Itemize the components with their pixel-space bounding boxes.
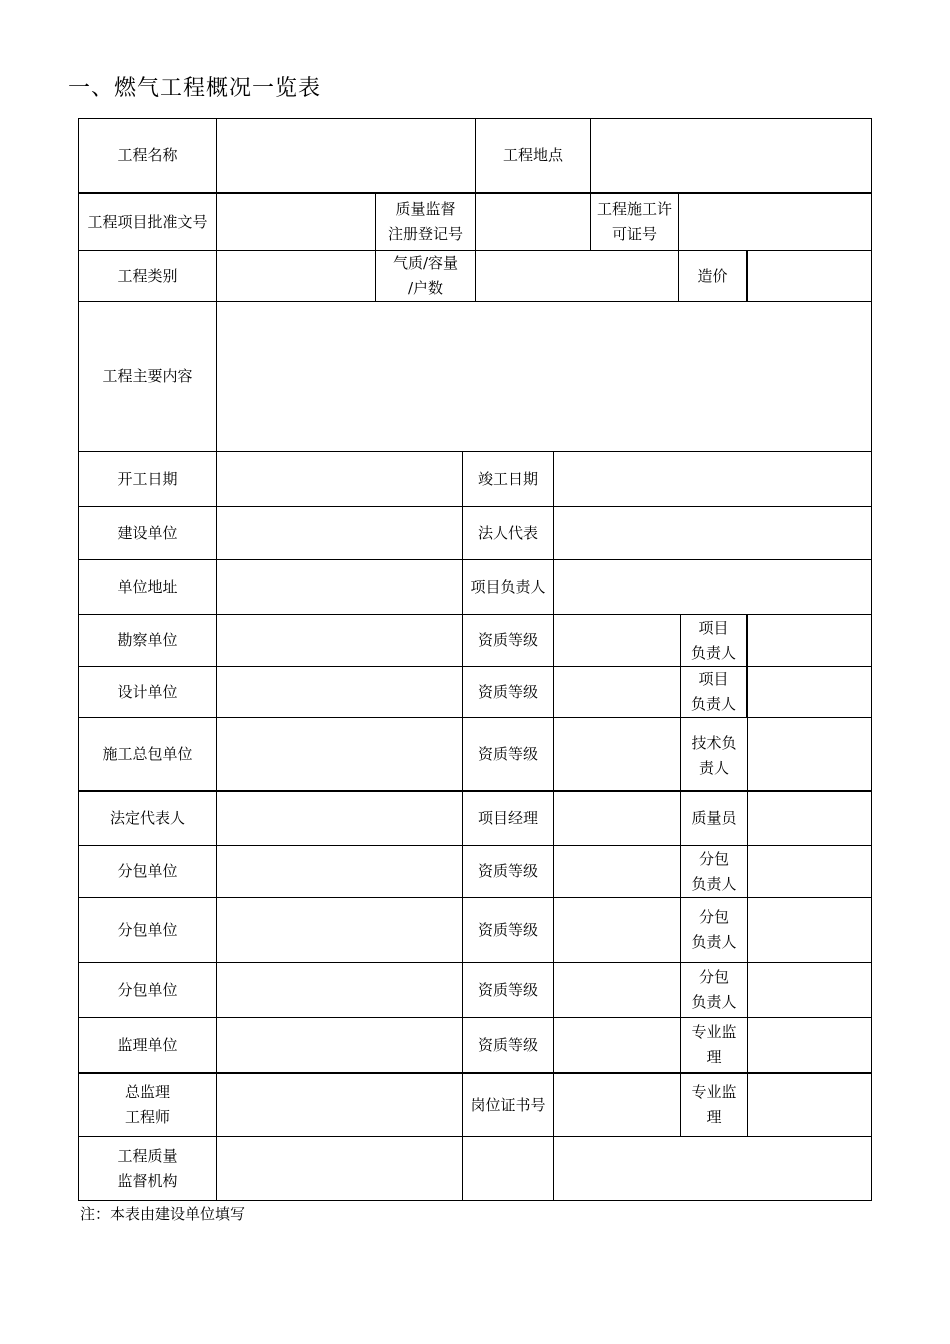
sub-grade-field[interactable] [554, 963, 680, 1017]
construction-permit-field[interactable] [679, 194, 871, 250]
contractor-grade-field[interactable] [554, 718, 680, 790]
subcontractor-field[interactable] [217, 898, 462, 962]
label-quality-inspector: 质量员 [691, 809, 737, 827]
label-project-category: 工程类别 [117, 266, 178, 285]
sub-leader-field[interactable] [748, 963, 871, 1017]
legal-representative-field[interactable] [554, 507, 871, 559]
label-quality-supervision-reg: 质量监督 注册登记号 [387, 200, 463, 243]
label-legal-representative: 法人代表 [477, 523, 538, 542]
label-supervision-unit: 监理单位 [117, 1035, 178, 1054]
sub-grade-field[interactable] [554, 846, 680, 897]
legal-rep-field[interactable] [217, 792, 462, 845]
page-title: 一、燃气工程概况一览表 [68, 76, 322, 101]
label-project-leader: 项目负责人 [470, 577, 546, 596]
label-completion-date: 竣工日期 [477, 469, 538, 488]
label-survey-unit: 勘察单位 [117, 631, 178, 649]
label-sub-leader: 分包 负责人 [691, 849, 737, 893]
table-border-right [871, 118, 872, 1201]
footnote: 注：本表由建设单位填写 [80, 1205, 246, 1223]
project-category-field[interactable] [217, 251, 375, 301]
design-unit-field[interactable] [217, 667, 462, 717]
label-construction-permit: 工程施工许 可证号 [596, 200, 672, 243]
design-leader-field[interactable] [748, 667, 871, 717]
label-unit-address: 单位地址 [117, 577, 178, 596]
supervision-grade-field[interactable] [554, 1018, 680, 1072]
technical-leader-field[interactable] [748, 718, 871, 790]
label-design-project-leader: 项目 负责人 [690, 670, 736, 713]
label-start-date: 开工日期 [117, 469, 178, 488]
label-chief-supervisor: 总监理 工程师 [124, 1083, 170, 1126]
label-qualification-grade: 资质等级 [477, 920, 538, 939]
subcontractor-field[interactable] [217, 963, 462, 1017]
label-qualification-grade: 资质等级 [477, 631, 538, 649]
sub-leader-field[interactable] [748, 898, 871, 962]
quality-inspector-field[interactable] [748, 792, 871, 845]
specialty-supervisor-field[interactable] [748, 1074, 871, 1136]
label-sub-leader: 分包 负责人 [691, 908, 737, 951]
label-general-contractor: 施工总包单位 [102, 744, 193, 763]
label-cost: 造价 [697, 266, 728, 285]
developer-field[interactable] [217, 507, 462, 559]
label-design-unit: 设计单位 [117, 682, 178, 701]
project-leader-field[interactable] [554, 560, 871, 614]
supervision-unit-field[interactable] [217, 1018, 462, 1072]
specialty-supervisor-field[interactable] [748, 1018, 871, 1072]
label-project-location: 工程地点 [502, 146, 563, 164]
label-qualification-grade: 资质等级 [477, 682, 538, 701]
label-main-content: 工程主要内容 [102, 367, 193, 385]
label-approval-no: 工程项目批准文号 [87, 212, 208, 231]
chief-supervisor-field[interactable] [217, 1074, 462, 1136]
quality-supervision-reg-field[interactable] [476, 194, 590, 250]
label-survey-project-leader: 项目 负责人 [690, 618, 736, 662]
label-legal-rep: 法定代表人 [109, 809, 185, 827]
label-post-certificate-no: 岗位证书号 [470, 1096, 546, 1114]
label-qualification-grade: 资质等级 [477, 980, 538, 999]
label-project-name: 工程名称 [117, 146, 178, 164]
label-project-manager: 项目经理 [477, 809, 538, 827]
survey-grade-field[interactable] [554, 615, 680, 666]
sub-grade-field[interactable] [554, 898, 680, 962]
label-developer: 建设单位 [117, 523, 178, 542]
label-qualification-grade: 资质等级 [477, 862, 538, 880]
project-name-field[interactable] [217, 119, 475, 192]
label-subcontractor: 分包单位 [117, 862, 178, 880]
project-location-field[interactable] [591, 119, 871, 192]
general-contractor-field[interactable] [217, 718, 462, 790]
project-manager-field[interactable] [554, 792, 680, 845]
label-subcontractor: 分包单位 [117, 920, 178, 939]
label-subcontractor: 分包单位 [117, 980, 178, 999]
quality-supervision-agency-field[interactable] [217, 1137, 871, 1200]
start-date-field[interactable] [217, 452, 462, 506]
subcontractor-field[interactable] [217, 846, 462, 897]
design-grade-field[interactable] [554, 667, 680, 717]
completion-date-field[interactable] [554, 452, 871, 506]
label-qualification-grade: 资质等级 [477, 1035, 538, 1054]
label-quality-supervision-agency: 工程质量 监督机构 [117, 1146, 178, 1190]
label-specialty-supervisor: 专业监 理 [691, 1023, 737, 1066]
main-content-field[interactable] [217, 302, 871, 451]
unit-address-field[interactable] [217, 560, 462, 614]
post-certificate-field[interactable] [554, 1074, 680, 1136]
survey-leader-field[interactable] [748, 615, 871, 666]
approval-no-field[interactable] [217, 194, 375, 250]
sub-leader-field[interactable] [748, 846, 871, 897]
label-specialty-supervisor: 专业监 理 [691, 1083, 737, 1126]
label-technical-leader: 技术负 责人 [691, 734, 737, 777]
cost-field[interactable] [748, 251, 871, 301]
label-qualification-grade: 资质等级 [477, 744, 538, 763]
table-border-bottom [78, 1200, 872, 1201]
label-sub-leader: 分包 负责人 [691, 968, 737, 1011]
gas-quality-capacity-field[interactable] [476, 251, 678, 301]
label-gas-quality-capacity: 气质/容量 /户数 [392, 254, 459, 297]
survey-unit-field[interactable] [217, 615, 462, 666]
